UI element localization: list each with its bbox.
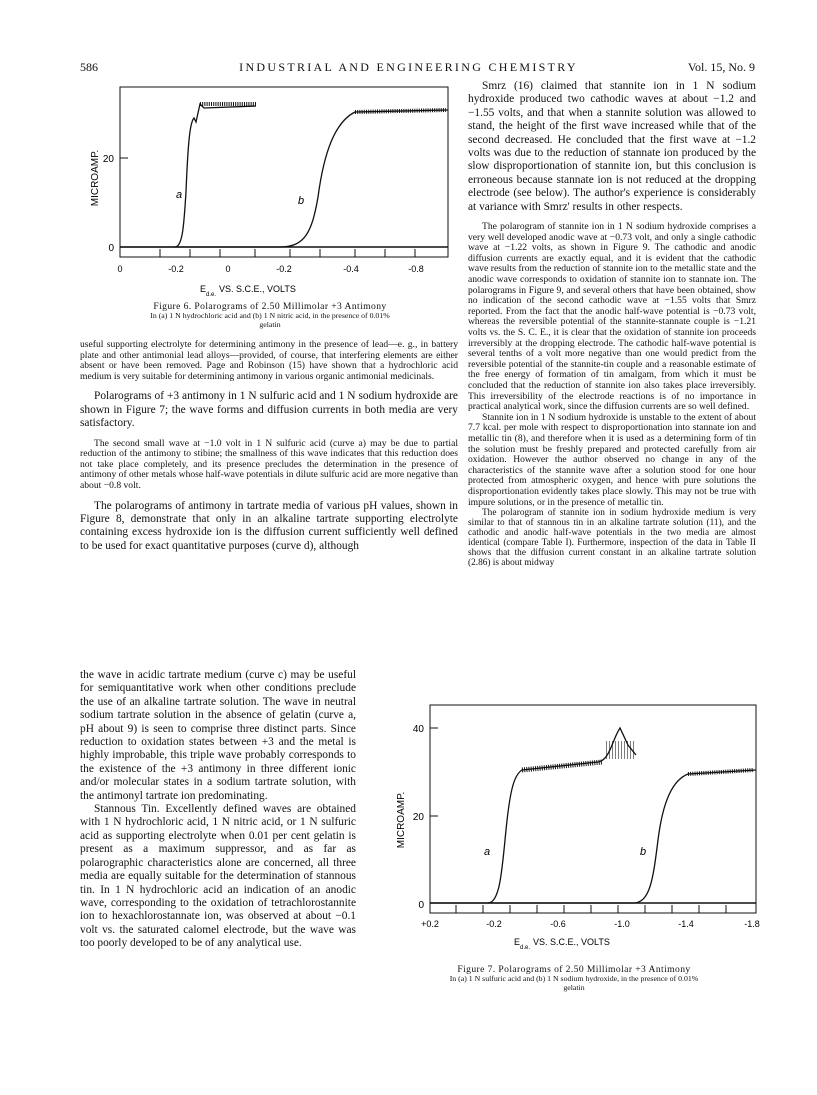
figure7-xtick: -0.6 xyxy=(550,919,566,929)
figure6-caption-title: Figure 6. Polarograms of 2.50 Millimolar +3 Antimony xyxy=(153,301,387,312)
figure7-xtick: -1.4 xyxy=(678,919,694,929)
figure7-ytick: 20 xyxy=(412,812,424,823)
figure7-caption-sub: gelatin xyxy=(563,982,585,992)
journal-title: INDUSTRIAL AND ENGINEERING CHEMISTRY xyxy=(239,60,578,74)
figure7-caption-title: Figure 7. Polarograms of 2.50 Millimolar +3 Antimony xyxy=(457,964,691,975)
paragraph: The second small wave at −1.0 volt in 1 N sulfuric acid (curve a) may be due to partial reduction of the antimony to stibine; the smallness of this wave indicates that this reduction does not take place completely, and its presence precludes the determination in the presence of antimony of other metals whose half-wave potentials in dilute sulfuric acid are more negative than about −0.8 volt. xyxy=(80,437,458,491)
paragraph: The polarogram of stannite ion in 1 N sodium hydroxide comprises a very well developed anodic wave at −0.73 volt, and only a single cathodic wave at −1.22 volts, as shown in Figure 9. The cathodic and anodic diffusion currents are exactly equal, and it is evident that the cathodic wave results from the reduction of stannite ion to the metallic state and the anodic wave corresponds to oxidation of stannite ion to stannate ion. The polarograms in Figure 9, and several others that have been obtained, show no indication of the second cathodic wave at −1.55 volts that Smrz reported. From the fact that the anodic half-wave potential is −0.73 volt, whereas the reversible potential of the stannite-stannate couple is −1.21 volts vs. the S. C. E., it is clear that the oxidation of stannite ion proceeds irreversibly at the dropping electrode. The cathodic half-wave potential is several tenths of a volt more negative than one would predict from the reversible potential of the stannite-tin couple and a reasonable estimate of the free energy of formation of tin amalgam, from which it must be concluded that the reduction of stannite ion also takes place irreversibly. This irreversibility of the electrode reactions is of no importance in practical analytical work, since the diffusion currents are so well defined. xyxy=(468,221,756,413)
figure6-xtick: -0.8 xyxy=(408,264,424,274)
figure7-graph xyxy=(388,700,766,960)
figure6-curve-label-a: a xyxy=(176,189,183,201)
figure6-caption-sub: gelatin xyxy=(259,319,281,329)
figure6-xtick: -0.2 xyxy=(168,264,184,274)
paragraph: Stannite ion in 1 N sodium hydroxide is unstable to the extent of about 7.7 kcal. per mole with respect to disproportionation into stannate ion and metallic tin (8), and therefore when it is used as a determining form of tin the solution must be freshly prepared and protected carefully from air oxidation. However the author observed no change in any of the characteristics of the stannite wave after a solution stood for one hour protected from atmospheric oxygen, and hence with pure solutions the disproportionation evidently takes place slowly. This may not be true with impure solutions, or in the presence of metallic tin. xyxy=(468,411,756,508)
page-number: 586 xyxy=(80,60,98,74)
figure7-curve-b xyxy=(488,770,756,903)
figure7-ytick: 0 xyxy=(418,900,424,911)
paragraph: The polarogram of stannite ion in sodium hydroxide medium is very similar to that of stannous tin in an alkaline tartrate solution (11), and the cathodic and anodic half-wave potentials in the two media are almost identical (compare Table I). Furthermore, inspection of the data in Table II shows that the diffusion current constant in an alkaline tartrate solution (2.86) is about midway xyxy=(468,508,756,569)
paragraph: Stannous Tin. Excellently defined waves are obtained with 1 N hydrochloric acid, 1 N nitric acid, or 1 N sulfuric acid as supporting electrolyte when 0.01 per cent gelatin is present as a maximum suppressor, and as far as polarographic characteristics alone are concerned, all three media are equally suitable for the determination of stannous tin. In 1 N hydrochloric acid an indication of an anodic wave, corresponding to the oxidation of tetrachlorostannite ion to hexachlorostannate ion, was observed at about −0.1 volt vs. the saturated calomel electrode, but the wave was too poorly developed to be of any analytical use. xyxy=(80,803,356,950)
volume-issue: Vol. 15, No. 9 xyxy=(687,60,755,74)
figure6-ylabel: MICROAMP. xyxy=(90,149,101,207)
figure7-caption-sub: In (a) 1 N sulfuric acid and (b) 1 N sodium hydroxide, in the presence of 0.01% xyxy=(449,974,699,983)
figure7-curve-a xyxy=(430,728,636,903)
figure7-curve-label-a: a xyxy=(484,846,491,858)
figure7-xtick: -0.2 xyxy=(486,919,502,929)
figure7-xtick: +0.2 xyxy=(421,919,439,929)
figure6-xtick: -0.4 xyxy=(343,264,359,274)
figure6-curve-b xyxy=(175,110,448,247)
figure7-caption xyxy=(384,964,764,993)
left-column-middle xyxy=(80,340,458,553)
figure6-xlabel: $E_{d.e.}VS$. S.C.E., VOLTS xyxy=(200,284,296,298)
figure7-xtick: -1.0 xyxy=(614,919,630,929)
paragraph: useful supporting electrolyte for determining antimony in the presence of lead—e. g., in battery plate and other antimonial lead alloys—provided, of course, that interfering elements are either absent or have been removed. Page and Robinson (15) have shown that a hydrochloric acid medium is very suitable for determining antimony in various organic antimonial medicinals. xyxy=(80,339,458,382)
figure6-caption xyxy=(80,301,460,330)
figure7-curve-label-b: b xyxy=(640,846,647,858)
paragraph: Smrz (16) claimed that stannite ion in 1 N sodium hydroxide produced two cathodic waves at about −1.2 and −1.55 volts, and that when a stannite solution was allowed to stand, the height of the first wave increased while that of the second decreased. He concluded that the first wave at −1.2 volts was due to the reduction of stannate ion produced by the slow disproportionation of stannite ion, but this conclusion is erroneous because stannate ion is not reduced at the dropping electrode (see below). The author's experience is considerably at variance with Smrz' results in other respects. xyxy=(468,80,756,213)
figure6-xtick: 0 xyxy=(225,264,231,274)
figure7-ylabel: MICROAMP. xyxy=(396,791,407,849)
left-column-bottom xyxy=(80,669,356,951)
paragraph: Polarograms of +3 antimony in 1 N sulfuric acid and 1 N sodium hydroxide are shown in Figure 7; the wave forms and diffusion currents in both media are very satisfactory. xyxy=(80,390,458,430)
figure7-xtick: -1.8 xyxy=(744,919,760,929)
figure6-curve-a xyxy=(120,104,256,247)
figure6-xtick: -0.2 xyxy=(276,264,292,274)
figure6-ytick: 20 xyxy=(102,154,114,165)
figure7-ytick: 40 xyxy=(412,724,424,735)
figure6-caption-sub: In (a) 1 N hydrochloric acid and (b) 1 N nitric acid, in the presence of 0.01% xyxy=(150,311,390,320)
paragraph: The polarograms of antimony in tartrate media of various pH values, shown in Figure 8, demonstrate that only in an alkaline tartrate supporting electrolyte containing excess hydroxide ion is the diffusion current sufficiently well defined to be used for exact quantitative purposes (curve d), although xyxy=(80,499,458,552)
right-column-top xyxy=(468,80,756,568)
figure7-xlabel: $E_{d.e.}VS$. S.C.E., VOLTS xyxy=(514,937,610,951)
figure6-xtick: 0 xyxy=(117,264,123,274)
figure6-curve-label-b: b xyxy=(298,195,305,207)
paragraph: the wave in acidic tartrate medium (curve c) may be useful for semiquantitative work when other conditions preclude the use of an alkaline tartrate solution. The wave in neutral sodium tartrate solution in the absence of gelatin (curve a, pH about 9) is seen to comprise three distinct parts. Since reduction to oxidation states between +3 and the metal is highly improbable, this triple wave probably corresponds to the existence of the +3 antimony in three different ionic and/or molecular states in a sodium tartrate solution, with the antimonyl tartrate ion predominating. xyxy=(80,669,356,802)
figure6-graph xyxy=(80,82,460,302)
figure6-ytick: 0 xyxy=(108,243,114,254)
